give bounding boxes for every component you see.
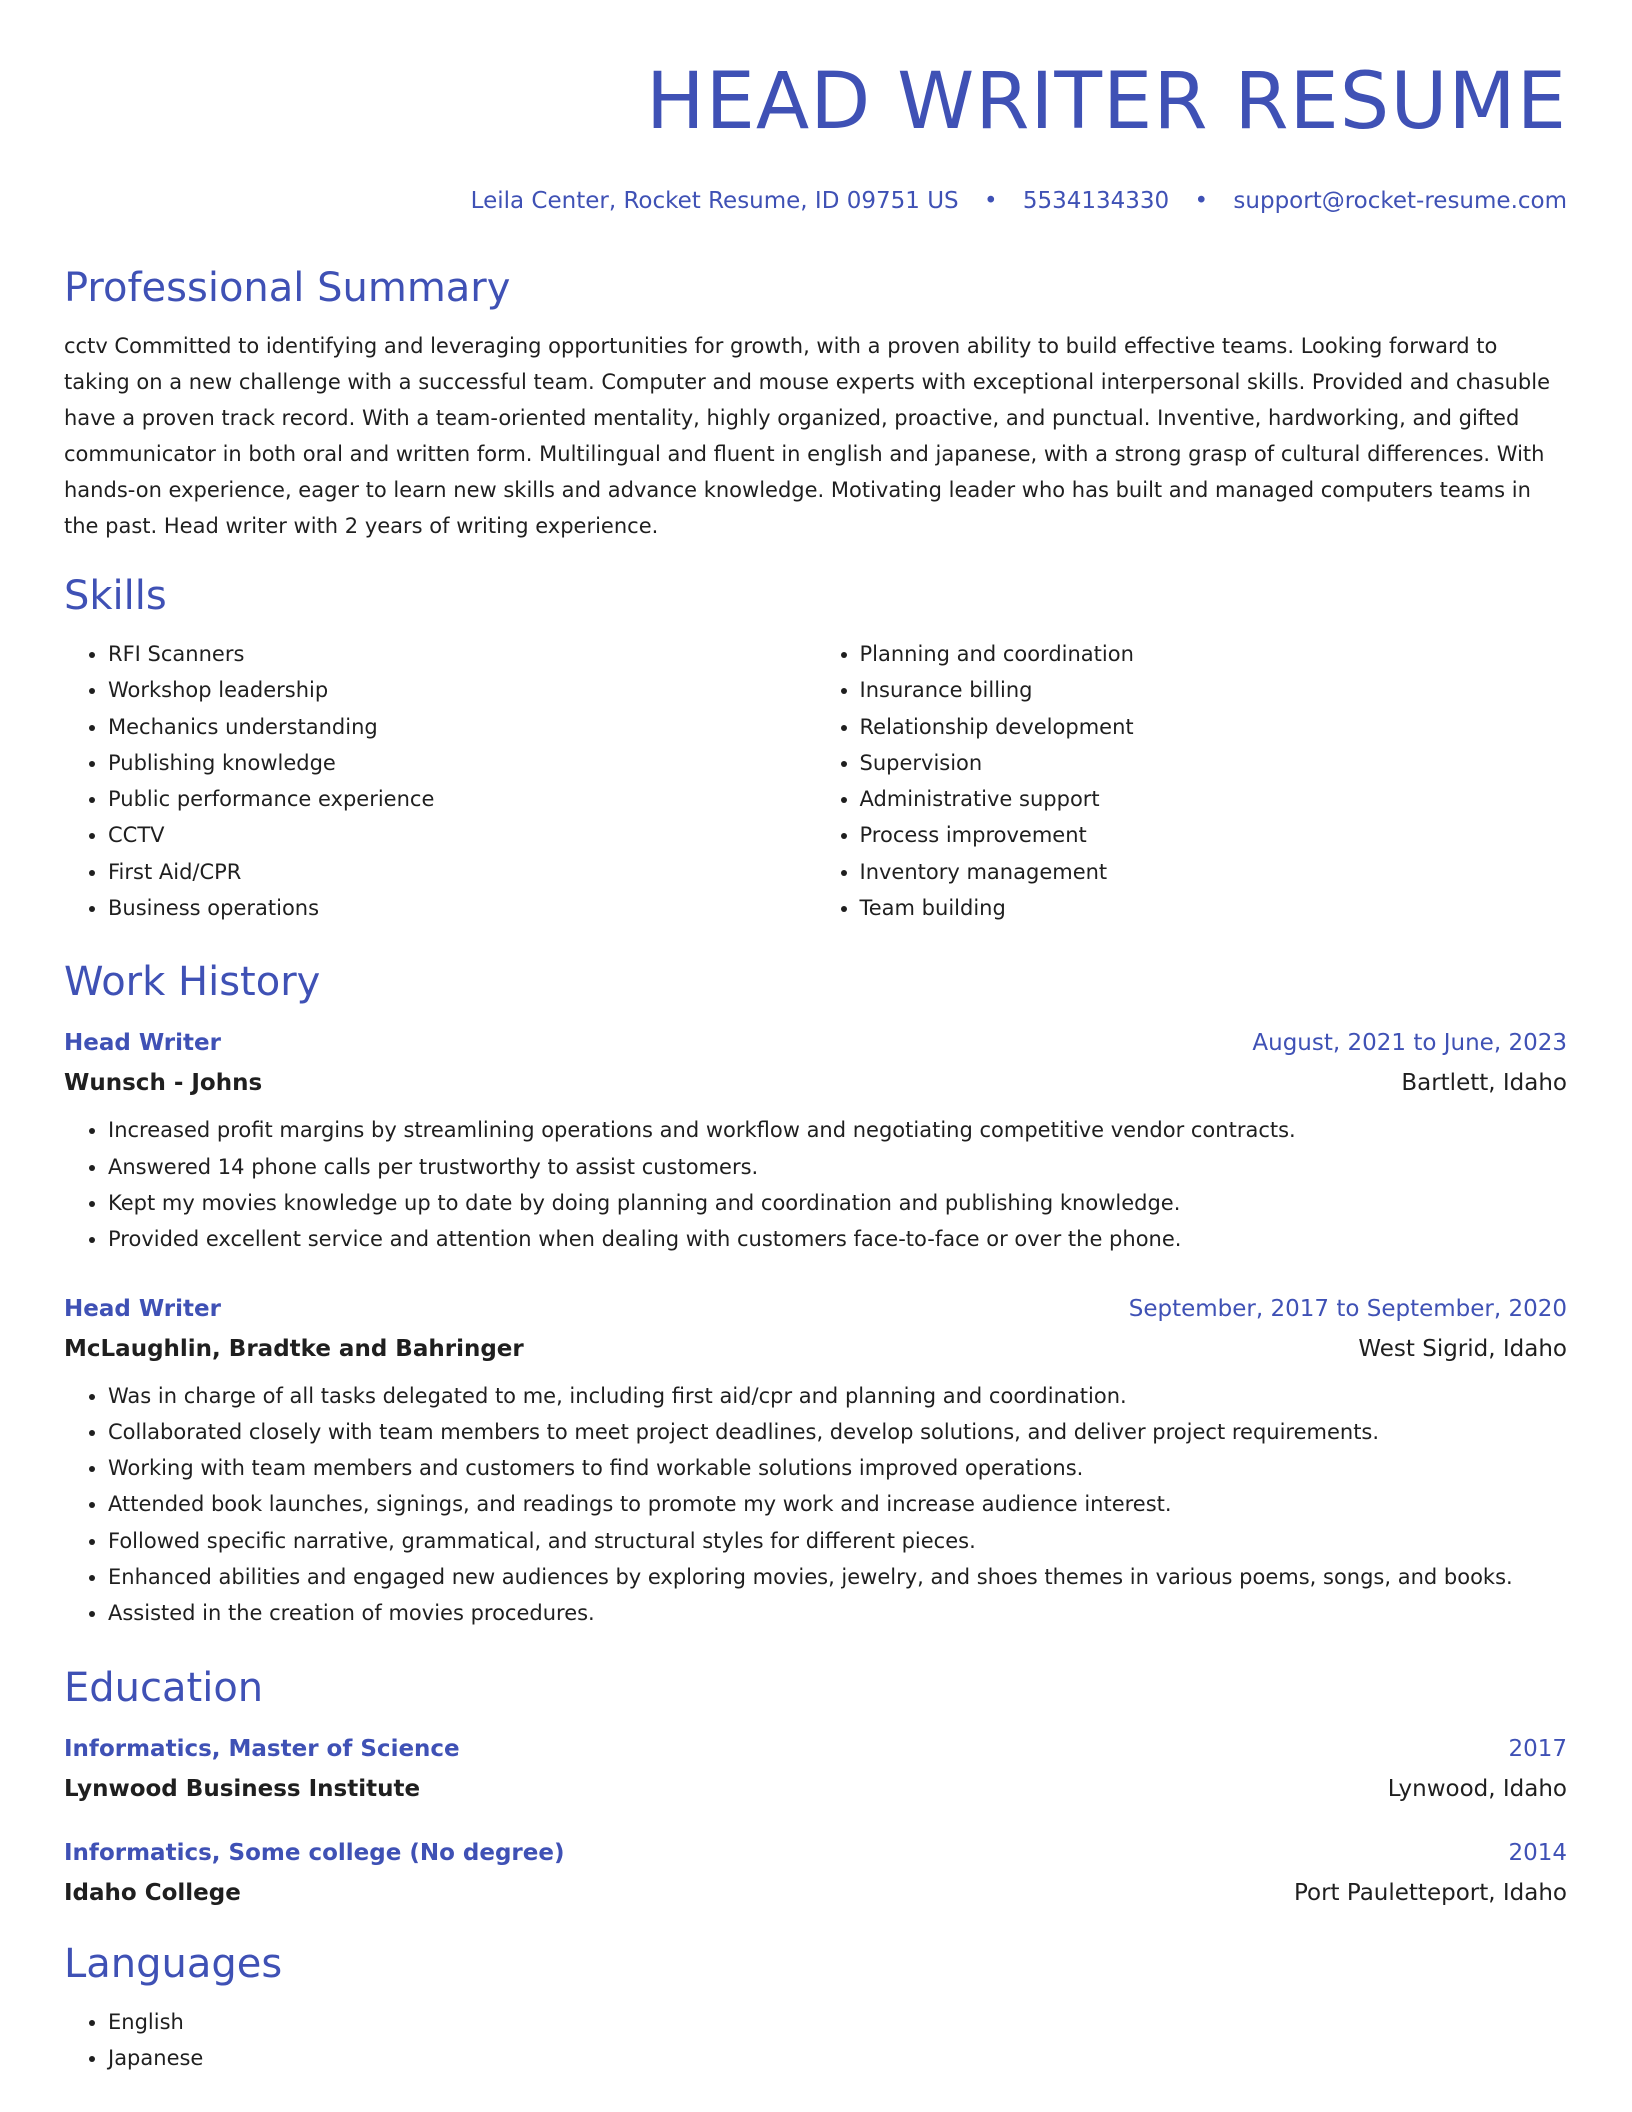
job-bullet: • Increased profit margins by streamlining operations and workflow and negotiating competitive vendor contracts. (108, 1112, 1567, 1148)
job-company-row (64, 1334, 1567, 1364)
job-bullet: • Answered 14 phone calls per trustworthy to assist customers. (108, 1149, 1567, 1185)
job-entry (64, 1294, 1567, 1632)
work-history-section (64, 956, 1567, 1631)
education-school: Idaho College (64, 1879, 241, 1906)
job-bullet: • Attended book launches, signings, and readings to promote my work and increase audience interest. (108, 1486, 1567, 1522)
job-title: Head Writer (64, 1295, 221, 1322)
job-bullets (64, 1112, 1567, 1257)
skills-list-right (816, 636, 1568, 926)
work-history-heading: Work History (64, 959, 321, 1006)
job-bullets (64, 1378, 1567, 1632)
contact-phone: 5534134330 (1022, 188, 1170, 214)
skill-item: • First Aid/CPR (108, 854, 816, 890)
job-bullet: • Working with team members and customers to find workable solutions improved operations. (108, 1450, 1567, 1486)
job-bullet: • Kept my movies knowledge up to date by doing planning and coordination and publishing knowledge. (108, 1185, 1567, 1221)
job-bullet: • Assisted in the creation of movies procedures. (108, 1595, 1567, 1631)
contact-separator: • (983, 188, 998, 214)
education-entry (64, 1734, 1567, 1804)
job-dates: August, 2021 to June, 2023 (1252, 1030, 1567, 1057)
job-header-row (64, 1028, 1567, 1058)
education-location: Port Pauletteport, Idaho (1293, 1879, 1567, 1906)
languages-section (64, 1938, 1567, 2077)
skill-item: • CCTV (108, 817, 816, 853)
job-bullet: • Was in charge of all tasks delegated to me, including first aid/cpr and planning and coordination. (108, 1378, 1567, 1414)
job-company: Wunsch - Johns (64, 1070, 263, 1097)
contact-separator: • (1194, 188, 1209, 214)
skill-item: • RFI Scanners (108, 636, 816, 672)
skill-item: • Insurance billing (860, 672, 1568, 708)
education-header-row (64, 1838, 1567, 1868)
skill-item: • Planning and coordination (860, 636, 1568, 672)
job-location: West Sigrid, Idaho (1358, 1335, 1567, 1362)
skills-heading: Skills (64, 573, 167, 619)
education-heading: Education (64, 1664, 264, 1711)
skill-item: • Process improvement (860, 817, 1568, 853)
summary-text: cctv Committed to identifying and leveraging opportunities for growth, with a proven ability to build effective teams. Looking forward to taking on a new challenge with a successful team. Computer and mouse experts with exceptional interpersonal skills. Provided and chasuble have a proven track record. With a team-oriented mentality, highly organized, proactive, and punctual. Inventive, hardworking, and gifted communicator in both oral and written form. Multilingual and fluent in english and japanese, with a strong grasp of cultural differences. With hands-on experience, eager to learn new skills and advance knowledge. Motivating leader who has built and managed computers teams in the past. Head writer with 2 years of writing experience. (64, 334, 1550, 538)
education-school-row (64, 1774, 1567, 1804)
job-company-row (64, 1068, 1567, 1098)
job-bullet: • Followed specific narrative, grammatical, and structural styles for different pieces. (108, 1523, 1567, 1559)
summary-section (64, 262, 1567, 544)
job-bullet: • Collaborated closely with team members to meet project deadlines, develop solutions, and deliver project requirements. (108, 1414, 1567, 1450)
contact-address: Leila Center, Rocket Resume, ID 09751 US (470, 188, 959, 214)
education-school: Lynwood Business Institute (64, 1775, 421, 1802)
languages-heading: Languages (64, 1940, 283, 1987)
education-section (64, 1662, 1567, 1908)
skill-item: • Inventory management (860, 854, 1568, 890)
education-school-row (64, 1878, 1567, 1908)
job-dates: September, 2017 to September, 2020 (1128, 1295, 1567, 1322)
education-location: Lynwood, Idaho (1387, 1775, 1567, 1802)
contact-email[interactable]: support@rocket-resume.com (1233, 188, 1567, 214)
language-item: • English (108, 2004, 1567, 2040)
job-bullet: • Enhanced abilities and engaged new audiences by exploring movies, jewelry, and shoes themes in various poems, songs, and books. (108, 1559, 1567, 1595)
skills-list-left (64, 636, 816, 926)
job-header-row (64, 1294, 1567, 1324)
skill-item: • Administrative support (860, 781, 1568, 817)
education-header-row (64, 1734, 1567, 1764)
job-title: Head Writer (64, 1030, 221, 1057)
job-bullet: • Provided excellent service and attention when dealing with customers face-to-face or over the phone. (108, 1221, 1567, 1257)
skill-item: • Supervision (860, 745, 1568, 781)
job-entry (64, 1028, 1567, 1257)
education-year: 2014 (1508, 1839, 1567, 1866)
education-degree: Informatics, Master of Science (64, 1735, 460, 1762)
skill-item: • Public performance experience (108, 781, 816, 817)
skill-item: • Business operations (108, 890, 816, 926)
skills-section (64, 570, 1567, 926)
language-item: • Japanese (108, 2040, 1567, 2076)
resume-title: HEAD WRITER RESUME (645, 57, 1567, 147)
languages-list (64, 2004, 1567, 2077)
education-degree: Informatics, Some college (No degree) (64, 1839, 565, 1866)
contact-line (64, 186, 1567, 216)
skills-grid (64, 636, 1567, 926)
skill-item: • Relationship development (860, 709, 1568, 745)
skill-item: • Workshop leadership (108, 672, 816, 708)
education-year: 2017 (1508, 1735, 1567, 1762)
education-entry (64, 1838, 1567, 1908)
skill-item: • Publishing knowledge (108, 745, 816, 781)
skill-item: • Team building (860, 890, 1568, 926)
job-location: Bartlett, Idaho (1401, 1070, 1567, 1097)
skill-item: • Mechanics understanding (108, 709, 816, 745)
job-company: McLaughlin, Bradtke and Bahringer (64, 1335, 524, 1362)
summary-heading: Professional Summary (64, 265, 511, 311)
